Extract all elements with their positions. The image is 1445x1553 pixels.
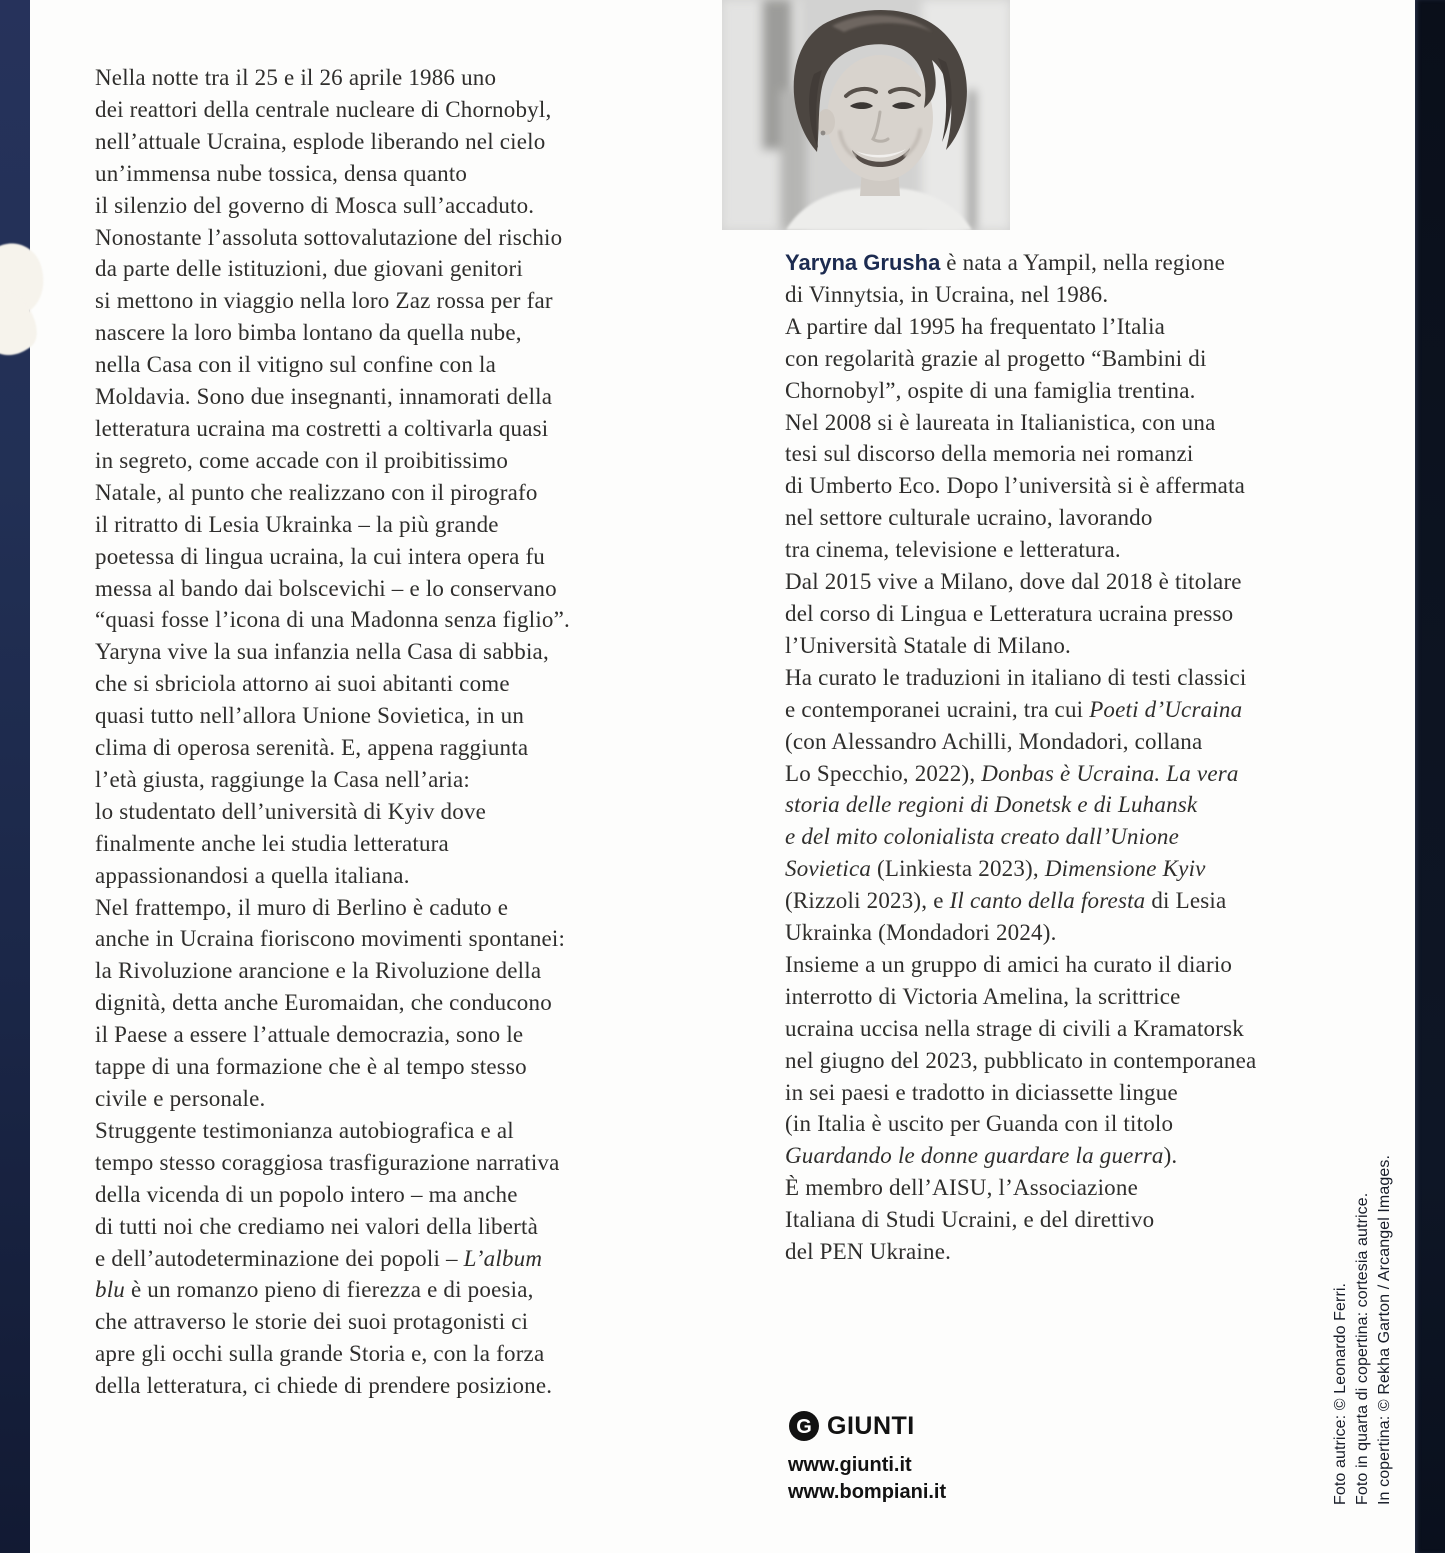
text-line <box>95 94 570 126</box>
text-line <box>95 317 570 349</box>
svg-text:G: G <box>796 1416 812 1438</box>
text-line <box>95 445 570 477</box>
text-line <box>785 694 1256 726</box>
text-segment: quasi tutto nell’allora Unione Sovietica, in un <box>95 703 525 729</box>
text-line <box>785 1045 1256 1077</box>
text-segment: blu <box>95 1277 125 1303</box>
text-line <box>785 1013 1256 1045</box>
text-line <box>785 1172 1256 1204</box>
text-line <box>785 662 1256 694</box>
text-segment: del PEN Ukraine. <box>785 1239 952 1265</box>
text-line <box>785 343 1256 375</box>
text-line <box>95 1179 570 1211</box>
text-segment: poetessa di lingua ucraina, la cui intera opera fu <box>95 543 546 569</box>
text-segment: la Rivoluzione arancione e la Rivoluzione della <box>95 958 542 984</box>
text-segment: (in Italia è uscito per Guanda con il titolo <box>785 1111 1174 1137</box>
text-line <box>95 413 570 445</box>
text-line <box>95 1338 570 1370</box>
text-line <box>95 381 570 413</box>
text-line <box>785 438 1256 470</box>
text-line <box>95 126 570 158</box>
text-segment: Dimensione Kyiv <box>1044 856 1206 882</box>
text-line <box>95 1243 570 1275</box>
text-line <box>785 470 1256 502</box>
text-segment: Yaryna Grusha <box>785 250 941 275</box>
text-segment: Sovietica <box>785 856 872 882</box>
text-line <box>95 573 570 605</box>
text-segment: apre gli occhi sulla grande Storia e, con la forza <box>95 1341 545 1367</box>
text-line <box>785 502 1256 534</box>
text-segment: da parte delle istituzioni, due giovani genitori <box>95 256 523 282</box>
text-line <box>785 1204 1256 1236</box>
author-bio-text <box>785 247 1256 1268</box>
text-line <box>95 828 570 860</box>
text-segment: di Lesia <box>1145 888 1227 914</box>
text-line <box>95 860 570 892</box>
text-line <box>95 1211 570 1243</box>
text-line <box>95 796 570 828</box>
text-segment: del corso di Lingua e Letteratura ucraina presso <box>785 600 1234 626</box>
text-segment: clima di operosa serenità. E, appena raggiunta <box>95 735 529 761</box>
text-segment: Ha curato le traduzioni in italiano di testi classici <box>785 664 1247 690</box>
text-line <box>95 1115 570 1147</box>
text-segment: un’immensa nube tossica, densa quanto <box>95 160 468 186</box>
text-segment: nascere la loro bimba lontano da quella nube, <box>95 320 522 346</box>
text-segment: di Vinnytsia, in Ucraina, nel 1986. <box>785 281 1109 307</box>
text-segment: Nel frattempo, il muro di Berlino è caduto e <box>95 894 509 920</box>
text-line <box>95 1274 570 1306</box>
text-line <box>1352 1085 1374 1505</box>
text-segment: Yaryna vive la sua infanzia nella Casa di sabbia, <box>95 639 549 665</box>
text-segment: tesi sul discorso della memoria nei romanzi <box>785 441 1194 467</box>
text-segment: Nella notte tra il 25 e il 26 aprile 1986 uno <box>95 65 497 90</box>
text-segment: e contemporanei ucraini, tra cui <box>785 696 1090 722</box>
text-line <box>95 62 570 94</box>
text-line <box>95 509 570 541</box>
text-segment: (Linkiesta 2023), <box>871 856 1045 882</box>
text-line <box>95 1147 570 1179</box>
text-segment: messa al bando dai bolscevichi – e lo conservano <box>95 575 557 601</box>
text-line <box>785 534 1256 566</box>
text-segment: il Paese a essere l’attuale democrazia, sono le <box>95 1022 524 1048</box>
text-line <box>785 758 1256 790</box>
photo-credits-text <box>1330 1085 1400 1505</box>
text-segment: Italiana di Studi Ucraini, e del direttivo <box>785 1207 1155 1233</box>
text-segment: e del mito colonialista creato dall’Unione <box>785 824 1180 850</box>
text-line <box>95 285 570 317</box>
text-line <box>95 955 570 987</box>
author-photo <box>722 0 1010 230</box>
text-segment: è un romanzo pieno di fierezza e di poesia, <box>125 1277 534 1303</box>
text-line <box>1374 1085 1396 1505</box>
text-line <box>785 630 1256 662</box>
text-segment: con regolarità grazie al progetto “Bambini di <box>785 345 1207 371</box>
text-segment: di tutti noi che crediamo nei valori della libertà <box>95 1213 539 1239</box>
text-segment: finalmente anche lei studia letteratura <box>95 830 449 856</box>
text-segment: in sei paesi e tradotto in diciassette lingue <box>785 1079 1178 1105</box>
text-segment: si mettono in viaggio nella loro Zaz rossa per far <box>95 288 553 314</box>
text-segment: storia delle regioni di Donetsk e di Luhansk <box>785 792 1198 818</box>
text-line <box>95 222 570 254</box>
text-segment: è nata a Yampil, nella regione <box>940 250 1225 275</box>
text-segment: Foto in quarta di copertina: cortesia autrice. <box>1354 1192 1371 1505</box>
giunti-logo-icon <box>788 1410 820 1442</box>
text-line <box>95 541 570 573</box>
text-line <box>95 253 570 285</box>
text-segment: in segreto, come accade con il proibitissimo <box>95 447 509 473</box>
text-line <box>95 636 570 668</box>
text-segment: Donbas è Ucraina. La vera <box>981 760 1239 786</box>
text-segment: letteratura ucraina ma costretti a coltivarla quasi <box>95 415 549 441</box>
text-segment: L’album <box>463 1245 543 1271</box>
text-segment: Lo Specchio, 2022), <box>785 760 982 786</box>
text-segment: Moldavia. Sono due insegnanti, innamorati della <box>95 384 553 410</box>
text-segment: Poeti d’Ucraina <box>1089 696 1243 722</box>
text-line <box>95 732 570 764</box>
text-line <box>785 1077 1256 1109</box>
text-segment: Struggente testimonianza autobiografica e al <box>95 1117 514 1143</box>
text-segment: Il canto della foresta <box>949 888 1146 914</box>
text-segment: Insieme a un gruppo di amici ha curato il diario <box>785 951 1233 977</box>
text-segment: nella Casa con il vitigno sul confine con la <box>95 352 496 378</box>
text-line <box>785 279 1256 311</box>
text-segment: ucraina uccisa nella strage di civili a Kramatorsk <box>785 1015 1244 1041</box>
text-segment: l’età giusta, raggiunge la Casa nell’aria: <box>95 766 470 792</box>
text-segment: ). <box>1163 1143 1178 1169</box>
text-line <box>785 885 1256 917</box>
text-segment: dignità, detta anche Euromaidan, che conducono <box>95 990 552 1016</box>
text-segment: A partire dal 1995 ha frequentato l’Italia <box>785 313 1166 339</box>
text-segment: della vicenda di un popolo intero – ma anche <box>95 1181 518 1207</box>
book-spine-left <box>0 0 30 1553</box>
text-line <box>785 917 1256 949</box>
text-line <box>785 407 1256 439</box>
text-line <box>785 311 1256 343</box>
text-line <box>95 477 570 509</box>
photo-credits <box>1330 1085 1400 1505</box>
text-segment: Nonostante l’assoluta sottovalutazione del rischio <box>95 224 563 250</box>
text-line <box>95 1019 570 1051</box>
text-segment: di Umberto Eco. Dopo l’università si è affermata <box>785 473 1246 499</box>
text-line <box>785 853 1256 885</box>
text-segment: (con Alessandro Achilli, Mondadori, collana <box>785 728 1203 754</box>
flap-synopsis-text <box>95 62 570 1402</box>
text-line <box>785 789 1256 821</box>
giunti-logo-wordmark: GIUNTI <box>827 1411 915 1440</box>
text-line <box>785 375 1256 407</box>
text-segment: “quasi fosse l’icona di una Madonna senza figlio”. <box>95 607 570 633</box>
text-segment: tappe di una formazione che è al tempo stesso <box>95 1054 527 1080</box>
text-line <box>95 349 570 381</box>
text-line <box>785 726 1256 758</box>
text-segment: In copertina: © Rekha Garton / Arcangel Images. <box>1376 1154 1393 1505</box>
text-segment: lo studentato dell’università di Kyiv dove <box>95 798 487 824</box>
text-segment: anche in Ucraina fioriscono movimenti spontanei: <box>95 926 566 952</box>
text-line <box>785 598 1256 630</box>
text-segment: interrotto di Victoria Amelina, la scrittrice <box>785 983 1181 1009</box>
text-segment: nel giugno del 2023, pubblicato in contemporanea <box>785 1047 1257 1073</box>
text-segment: l’Università Statale di Milano. <box>785 632 1071 658</box>
text-segment: e dell’autodeterminazione dei popoli – <box>95 1245 464 1271</box>
text-line <box>785 981 1256 1013</box>
text-segment: nel settore culturale ucraino, lavorando <box>785 505 1153 531</box>
text-segment: appassionandosi a quella italiana. <box>95 862 410 888</box>
text-line <box>785 566 1256 598</box>
text-segment: Dal 2015 vive a Milano, dove dal 2018 è titolare <box>785 569 1242 595</box>
text-segment: Guardando le donne guardare la guerra <box>785 1143 1164 1169</box>
text-segment: Ukrainka (Mondadori 2024). <box>785 920 1057 946</box>
text-segment: Chornobyl”, ospite di una famiglia trentina. <box>785 377 1196 403</box>
text-segment: il ritratto di Lesia Ukrainka – la più grande <box>95 511 499 537</box>
text-segment: dei reattori della centrale nucleare di Chornobyl, <box>95 96 552 122</box>
text-line <box>95 987 570 1019</box>
text-segment: Nel 2008 si è laureata in Italianistica, con una <box>785 409 1216 435</box>
text-line <box>95 764 570 796</box>
text-line <box>95 668 570 700</box>
text-line <box>785 821 1256 853</box>
giunti-logo <box>788 1410 915 1442</box>
text-segment: civile e personale. <box>95 1086 266 1111</box>
text-line <box>95 1051 570 1083</box>
text-line <box>95 190 570 222</box>
bompiani-url: www.bompiani.it <box>788 1481 947 1503</box>
text-segment: nell’attuale Ucraina, esplode liberando nel cielo <box>95 128 546 154</box>
text-line <box>95 923 570 955</box>
text-segment: tra cinema, televisione e letteratura. <box>785 537 1121 563</box>
text-line <box>1330 1085 1352 1505</box>
text-line <box>785 949 1256 981</box>
text-segment: della letteratura, ci chiede di prendere posizione. <box>95 1373 553 1399</box>
text-line <box>95 1306 570 1338</box>
publisher-urls <box>788 1452 946 1506</box>
text-line <box>785 1108 1256 1140</box>
text-segment: tempo stesso coraggiosa trasfigurazione narrativa <box>95 1149 560 1175</box>
text-line <box>785 1236 1256 1268</box>
text-line <box>95 700 570 732</box>
text-line <box>785 1140 1256 1172</box>
text-segment: Foto autrice: © Leonardo Ferri. <box>1332 1282 1349 1505</box>
book-spine-right <box>1415 0 1445 1553</box>
text-line <box>785 247 1256 279</box>
text-segment: che si sbriciola attorno ai suoi abitanti come <box>95 671 510 697</box>
text-line <box>95 604 570 636</box>
giunti-url: www.giunti.it <box>788 1454 912 1476</box>
text-line <box>95 158 570 190</box>
text-segment: il silenzio del governo di Mosca sull’accaduto. <box>95 192 535 218</box>
text-segment: (Rizzoli 2023), e <box>785 888 950 914</box>
text-line <box>95 1083 570 1115</box>
text-segment: Natale, al punto che realizzano con il pirografo <box>95 479 538 505</box>
text-line <box>95 892 570 924</box>
text-segment: che attraverso le storie dei suoi protagonisti ci <box>95 1309 529 1335</box>
text-line <box>95 1370 570 1402</box>
text-segment: È membro dell’AISU, l’Associazione <box>785 1175 1138 1201</box>
